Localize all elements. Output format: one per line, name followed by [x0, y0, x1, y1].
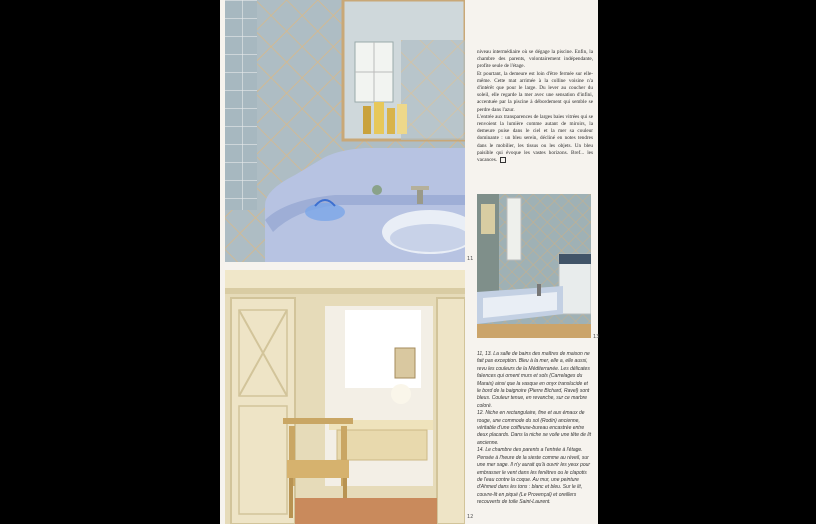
caption-12: 12. Niche en rectangulaire, fine et aux émaux de rouge, une commode du sol (Rodin) ancienne, véritable d'une coiffeuse-bureau encastrée entre deux placards. Dans la niche se voile une tête de lit ancienne. — [477, 410, 591, 446]
photo-captions — [477, 351, 593, 507]
figure-number-11: 11 — [467, 256, 474, 262]
bathroom-vanity-illustration — [225, 0, 465, 262]
bathroom-vanity-photo — [225, 0, 465, 262]
end-of-article-mark — [500, 157, 506, 163]
bathtub-illustration — [477, 194, 591, 338]
body-paragraph: Et pourtant, la demeure est loin d'être fermée sur elle-même. Cette mat arrimée à la colline voisine n'a d'intérêt que pour le large. Du lever au coucher du soleil, elle regarde la mer avec une sensation d'infini, accentuée par la piscine à débordement qui semble se perdre dans l'azur. — [477, 70, 593, 113]
caption-14: 14. Le chambre des parents a l'entrée à l'étage. Pensée à l'heure de la sieste comme au réveil, sur une mer sage. Il n'y aurait qu'à ouvrir les yeux pour embrasser le vent dans les fenêtres ou le clapotis de l'eau contre la coque. Au mur, une peinture d'Ahmed dans les tons : blanc et bleu. Sur le lit, couvre-lit en piqué (Le Provençal) et oreillers recouverts de toile Saint-Laurent. — [477, 447, 591, 506]
caption-11-13: 11, 13. La salle de bains des maîtres de maison ne fait pas exception. Bleu à la mer, elle a, elle aussi, revu les couleurs de la Méditerranée. Les délicates faïences qui ornent murs et sols (Carrelages du Marais) ainsi que la vasque en onyx translucide et le bord de la baignoire (Pierre Bichard, Ravel) sont bleus. Couleur tenue, en revanche, sur ce marbre coloré. — [477, 351, 590, 409]
figure-number-13: 13 — [593, 334, 600, 340]
body-paragraph-text: L'entrée aux transparences de larges baies vitrées qui se renvoient la lumière comme autant de miroirs, la demeure puise dans le ciel et la mer sa couleur dominante : un bleu serein, décliné en notes tendres dans le mobilier, les tissus ou les objets. Un bleu paisible qui évoque les vastes horizons. Bref... les vacances. — [477, 113, 593, 164]
magazine-page — [220, 0, 598, 524]
figure-number-12: 12 — [467, 514, 474, 520]
bathtub-photo — [477, 194, 591, 338]
bedroom-alcove-photo — [225, 270, 465, 524]
article-body — [477, 49, 593, 164]
bedroom-alcove-illustration — [225, 270, 465, 524]
body-paragraph — [477, 114, 593, 165]
body-paragraph: niveau intermédiaire où se dégage la piscine. Enfin, la chambre des parents, volontairement indépendante, profite seule de l'étage. — [477, 49, 593, 70]
